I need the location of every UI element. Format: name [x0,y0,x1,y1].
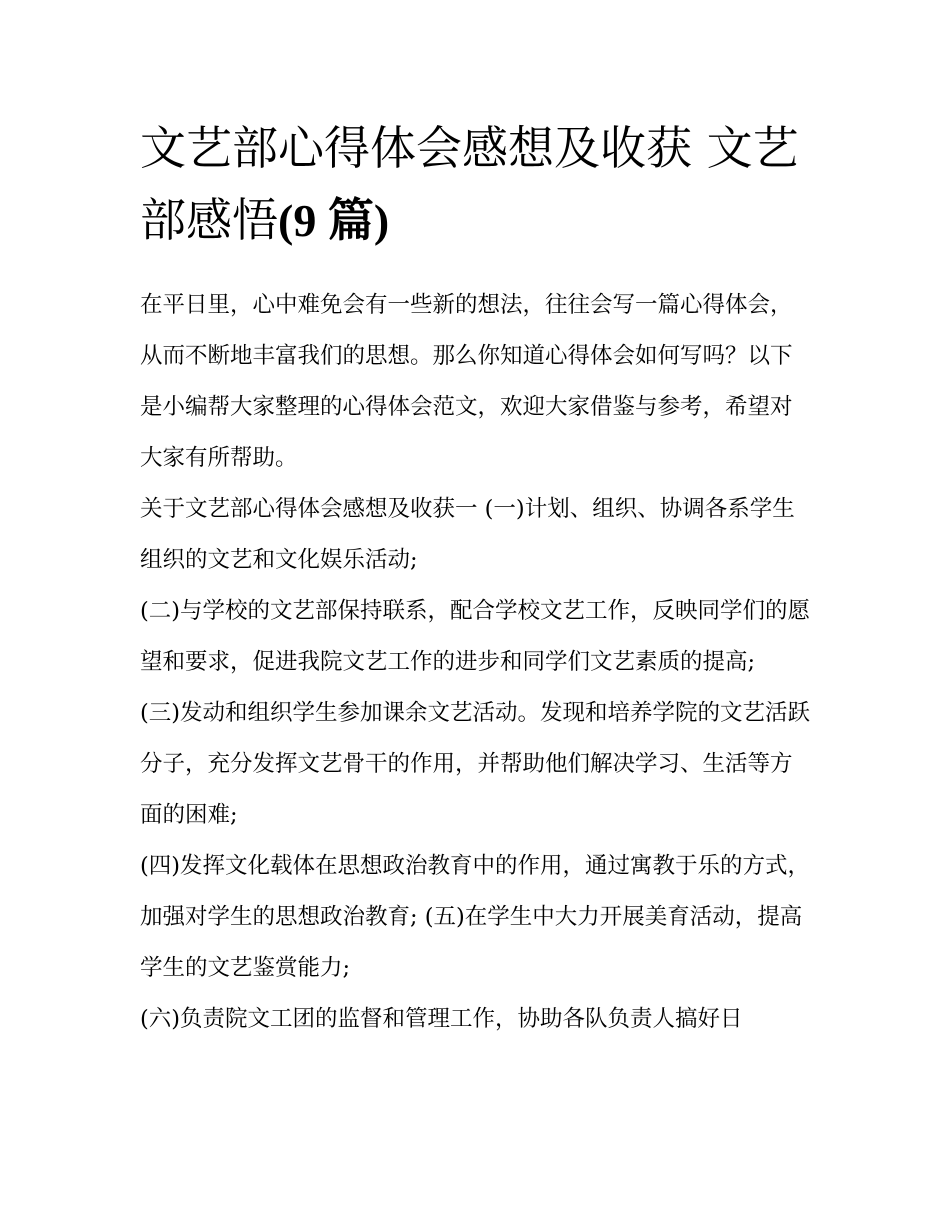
item-paragraph-2: (二)与学校的文艺部保持联系，配合学校文艺工作，反映同学们的愿望和要求，促进我院文艺工作的进步和同学们文艺素质的提高; [140,598,811,675]
intro-paragraph: 在平日里，心中难免会有一些新的想法，往往会写一篇心得体会，从而不断地丰富我们的思想。那么你知道心得体会如何写吗？以下是小编帮大家整理的心得体会范文，欢迎大家借鉴与参考，希望对大家有所帮助。 [140,292,793,471]
title-count-text: (9 篇) [278,195,390,246]
item-paragraph-4: (四)发挥文化载体在思想政治教育中的作用，通过寓教于乐的方式，加强对学生的思想政治教育; (五)在学生中大力开展美育活动，提高学生的文艺鉴赏能力; [140,853,811,981]
document-title [140,112,830,257]
item-paragraph-5: (六)负责院文工团的监督和管理工作，协助各队负责人搞好日 [140,1006,743,1032]
item-paragraph-3: (三)发动和组织学生参加课余文艺活动。发现和培养学院的文艺活跃分子，充分发挥文艺骨干的作用，并帮助他们解决学习、生活等方面的困难; [140,700,811,828]
item-paragraph-1: 关于文艺部心得体会感想及收获一 (一)计划、组织、协调各系学生组织的文艺和文化娱乐活动; [140,496,795,573]
title-main-text: 文艺部心得体会感想及收获 文艺部感悟 [140,121,799,247]
document-body [140,280,812,1045]
